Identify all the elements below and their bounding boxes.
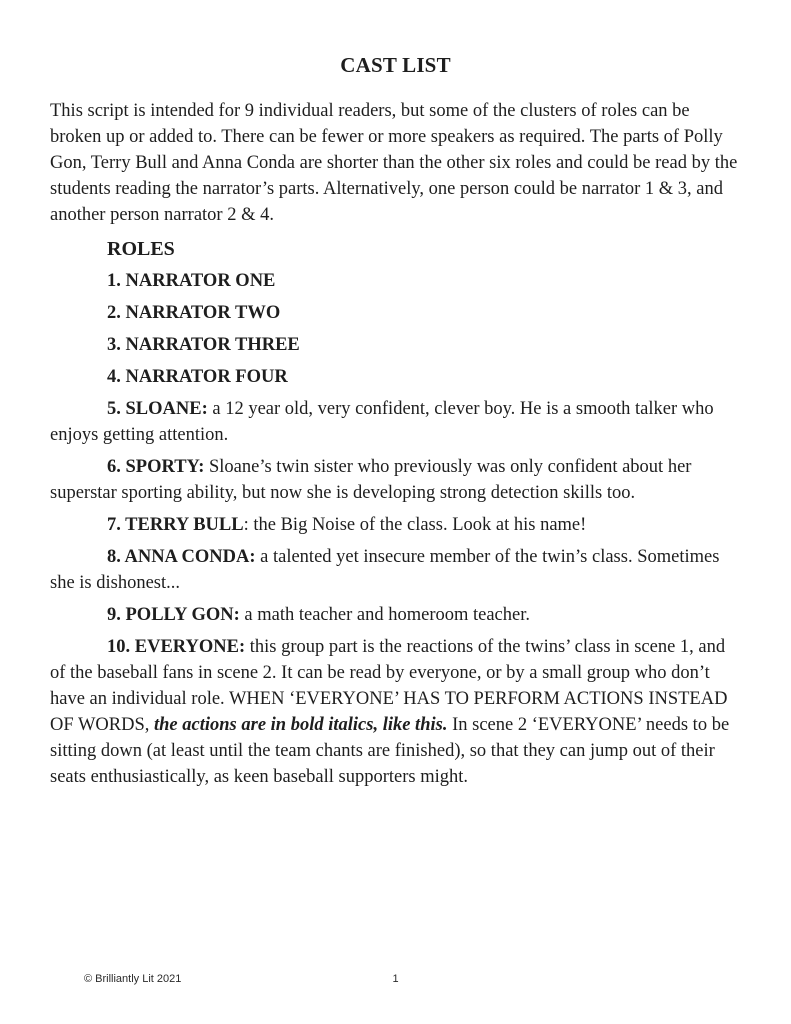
role-item-narrator-three	[50, 332, 741, 358]
role-label: 10. EVERYONE:	[107, 637, 246, 657]
role-description: : the Big Noise of the class. Look at his name!	[243, 515, 587, 535]
page-number: 1	[392, 973, 399, 985]
intro-paragraph: This script is intended for 9 individual readers, but some of the clusters of roles can be broken up or added to. There can be fewer or more speakers as required. The parts of Polly Gon, Terry Bull and Anna Conda are shorter than the other six roles and could be read by the students reading the narrator’s parts. Alternatively, one person could be narrator 1 & 3, and another person narrator 2 & 4.	[50, 101, 738, 225]
role-label: 7. TERRY BULL	[107, 515, 244, 535]
role-label: 5. SLOANE:	[107, 399, 208, 419]
role-item-narrator-two	[50, 300, 741, 326]
role-description: Sloane’s twin sister who previously was only confident about her superstar sporting ability, but now she is developing strong detection skills too.	[50, 457, 692, 503]
role-label: 9. POLLY GON:	[107, 605, 240, 625]
copyright-text: © Brilliantly Lit 2021	[84, 973, 182, 985]
role-description-post: In scene 2 ‘EVERYONE’ needs to be sitting down (at least until the team chants are finished), so that they can jump out of their seats enthusiastically, as keen baseball supporters might.	[50, 715, 730, 787]
role-item-anna-conda	[50, 544, 741, 596]
role-item-sloane	[50, 396, 741, 448]
role-item-sporty	[50, 454, 741, 506]
role-label: 2. NARRATOR TWO	[107, 303, 281, 323]
role-label: 3. NARRATOR THREE	[107, 335, 300, 355]
page-footer	[0, 972, 791, 988]
role-label: 4. NARRATOR FOUR	[107, 367, 288, 387]
role-description: a 12 year old, very confident, clever boy. He is a smooth talker who enjoys getting attention.	[50, 399, 714, 445]
role-description: a math teacher and homeroom teacher.	[239, 605, 530, 625]
role-label: 6. SPORTY:	[107, 457, 205, 477]
role-description: a talented yet insecure member of the twin’s class. Sometimes she is dishonest...	[50, 547, 720, 593]
role-label: 8. ANNA CONDA:	[107, 547, 256, 567]
role-description-pre: this group part is the reactions of the twins’ class in scene 1, and of the baseball fans in scene 2. It can be read by everyone, or by a small group who don’t have an individual role. WHEN ‘EVERYONE’ HAS TO PERFORM ACTIONS INSTEAD OF WORDS,	[50, 637, 728, 735]
role-item-terry-bull	[50, 512, 741, 538]
role-item-narrator-four	[50, 364, 741, 390]
role-item-everyone	[50, 634, 741, 790]
role-item-polly-gon	[50, 602, 741, 628]
roles-heading: ROLES	[107, 238, 175, 260]
role-label: 1. NARRATOR ONE	[107, 271, 276, 291]
role-description-bold-italic: the actions are in bold italics, like this.	[154, 715, 448, 735]
role-item-narrator-one	[50, 268, 741, 294]
page-title: CAST LIST	[340, 53, 451, 77]
